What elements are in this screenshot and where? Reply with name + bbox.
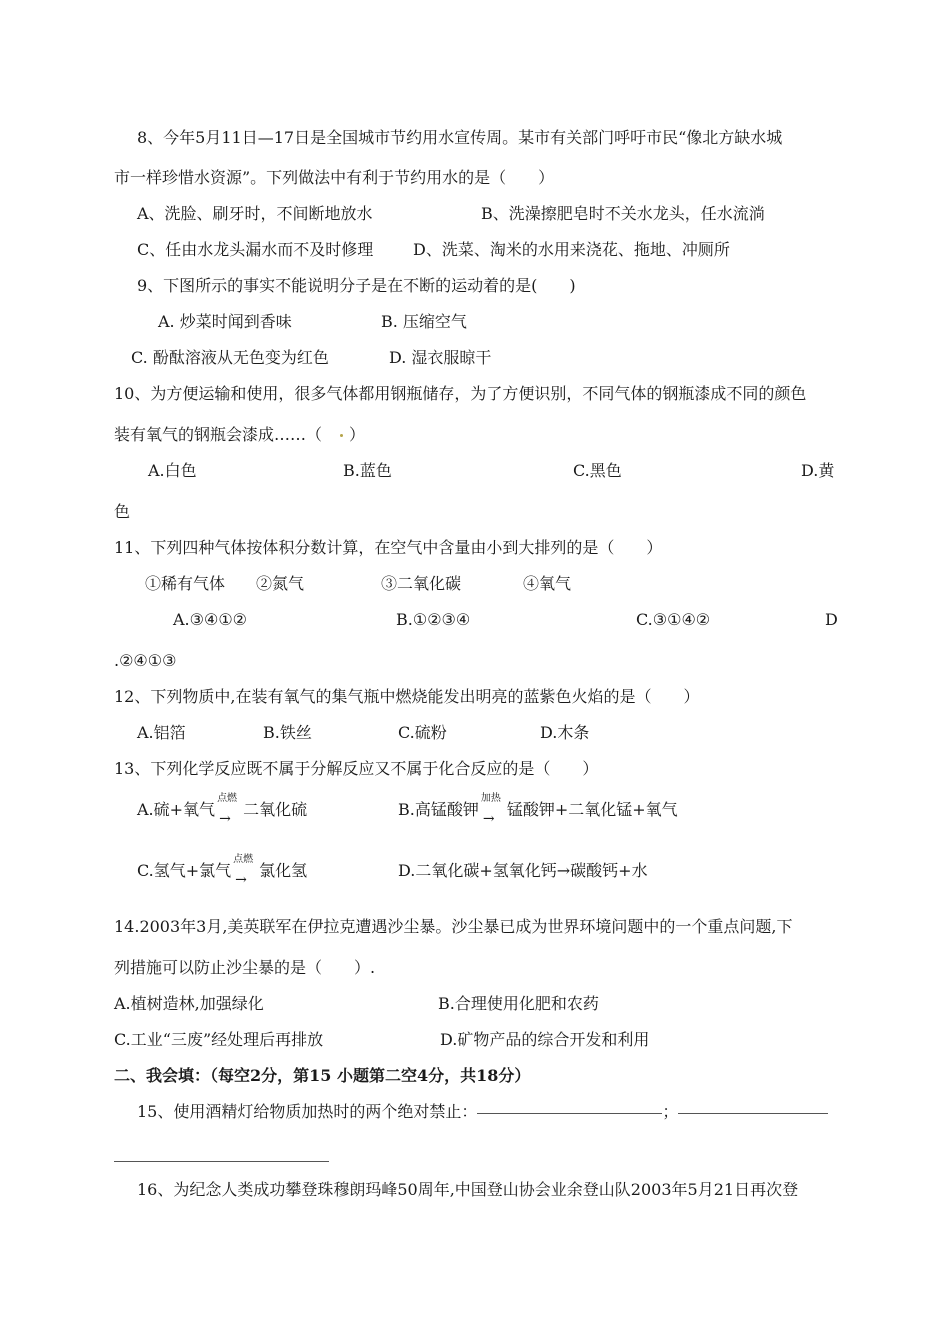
q10-option-c: C.黑色 — [573, 461, 622, 480]
q11-item-3: ③二氧化碳 — [381, 574, 462, 593]
answer-blank-2-continued[interactable] — [114, 1160, 329, 1162]
q13-c-condition: 点燃 — [233, 854, 254, 865]
q10-option-d: D.黄 — [801, 461, 835, 480]
q10-option-b: B.蓝色 — [343, 461, 392, 480]
q14-option-d: D.矿物产品的综合开发和利用 — [440, 1030, 650, 1049]
q13-a-arrow: → — [219, 811, 231, 827]
q11-item-1: ①稀有气体 — [145, 574, 226, 593]
q10-stem-text: 装有氧气的钢瓶会漆成……（ — [114, 425, 323, 444]
q11-option-d: D — [825, 610, 838, 629]
q12-option-b: B.铁丝 — [263, 723, 312, 742]
q11-option-d-wrap: .②④①③ — [114, 651, 177, 670]
q15-separator: ； — [662, 1102, 679, 1121]
q12-option-d: D.木条 — [540, 723, 590, 742]
q14-stem-line2: 列措施可以防止沙尘暴的是（ ）. — [114, 958, 376, 977]
q10-stem-close: ） — [349, 425, 366, 444]
q8-option-d: D、洗菜、淘米的水用来浇花、拖地、冲厕所 — [413, 240, 730, 259]
q13-a-reactants: A.硫+氧气 — [137, 800, 216, 819]
q8-stem-line1: 8、今年5月11日—17日是全国城市节约用水宣传周。某市有关部门呼吁市民“像北方缺水城 — [137, 128, 783, 147]
q13-b-condition: 加热 — [480, 793, 501, 804]
q16-stem-line1: 16、为纪念人类成功攀登珠穆朗玛峰50周年,中国登山协会业余登山队2003年5月21日再次登 — [137, 1180, 799, 1199]
q13-c-reactants: C.氢气+氯气 — [137, 861, 232, 880]
q8-option-c: C、任由水龙头漏水而不及时修理 — [137, 240, 374, 259]
q9-option-c: C. 酚酞溶液从无色变为红色 — [131, 348, 329, 367]
q8-option-b: B、洗澡擦肥皂时不关水龙头，任水流淌 — [481, 204, 765, 223]
q10-option-d-wrap: 色 — [114, 502, 131, 521]
q13-option-d: D.二氧化碳+氢氧化钙→碳酸钙+水 — [398, 861, 648, 880]
reaction-arrow-icon — [479, 793, 507, 827]
q15-stem-text: 15、使用酒精灯给物质加热时的两个绝对禁止： — [137, 1102, 478, 1121]
q12-option-c: C.硫粉 — [398, 723, 447, 742]
q11-option-c: C.③①④② — [636, 610, 711, 629]
q8-option-a: A、洗脸、刷牙时，不间断地放水 — [137, 204, 373, 223]
q13-a-products: 二氧化硫 — [243, 800, 308, 819]
q13-c-products: 氯化氢 — [259, 861, 308, 880]
q14-stem-line1: 14.2003年3月,美英联军在伊拉克遭遇沙尘暴。沙尘暴已成为世界环境问题中的一个重点问题,下 — [114, 917, 793, 936]
q9-option-d: D. 湿衣服晾干 — [389, 348, 492, 367]
q9-option-a: A. 炒菜时闻到香味 — [158, 312, 292, 331]
q13-stem: 13、下列化学反应既不属于分解反应又不属于化合反应的是（ ） — [114, 759, 599, 778]
answer-blank-1[interactable] — [477, 1112, 662, 1114]
q13-option-a — [137, 793, 308, 827]
q14-option-b: B.合理使用化肥和农药 — [438, 994, 599, 1013]
q11-option-b: B.①②③④ — [396, 610, 471, 629]
answer-blank-2[interactable] — [678, 1112, 828, 1114]
q12-option-a: A.铝箔 — [137, 723, 186, 742]
q10-option-a: A.白色 — [148, 461, 197, 480]
q13-b-arrow: → — [482, 811, 495, 827]
section-heading: 二、我会填：（每空2分，第15 小题第二空4分，共18分） — [114, 1066, 531, 1085]
q13-c-arrow: → — [235, 872, 247, 888]
q10-stem-line1: 10、为方便运输和使用，很多气体都用钢瓶储存，为了方便识别，不同气体的钢瓶漆成不同的颜色 — [114, 384, 807, 403]
q11-item-4: ④氧气 — [523, 574, 572, 593]
q13-option-c — [137, 854, 308, 888]
q15-blank-continuation — [114, 1150, 329, 1170]
q11-item-2: ②氮气 — [256, 574, 305, 593]
reaction-arrow-icon — [231, 854, 259, 888]
blank-dot — [340, 434, 343, 437]
q11-stem: 11、下列四种气体按体积分数计算，在空气中含量由小到大排列的是（ ） — [114, 538, 663, 557]
q13-b-products: 锰酸钾+二氧化锰+氧气 — [506, 800, 678, 819]
reaction-arrow-icon — [215, 793, 243, 827]
q9-stem: 9、下图所示的事实不能说明分子是在不断的运动着的是( ) — [137, 276, 576, 295]
q9-option-b: B. 压缩空气 — [381, 312, 467, 331]
q11-option-a: A.③④①② — [173, 610, 248, 629]
q15-stem — [137, 1102, 828, 1122]
q10-stem-line2 — [114, 425, 365, 445]
q14-option-a: A.植树造林,加强绿化 — [114, 994, 264, 1013]
q14-option-c: C.工业“三废”经处理后再排放 — [114, 1030, 324, 1049]
q12-stem: 12、下列物质中,在装有氧气的集气瓶中燃烧能发出明亮的蓝紫色火焰的是（ ） — [114, 687, 700, 706]
q13-option-b — [398, 793, 678, 827]
q13-b-reactants: B.高锰酸钾 — [398, 800, 479, 819]
q13-a-condition: 点燃 — [217, 793, 238, 804]
q8-stem-line2: 市一样珍惜水资源”。下列做法中有利于节约用水的是（ ） — [114, 168, 555, 187]
